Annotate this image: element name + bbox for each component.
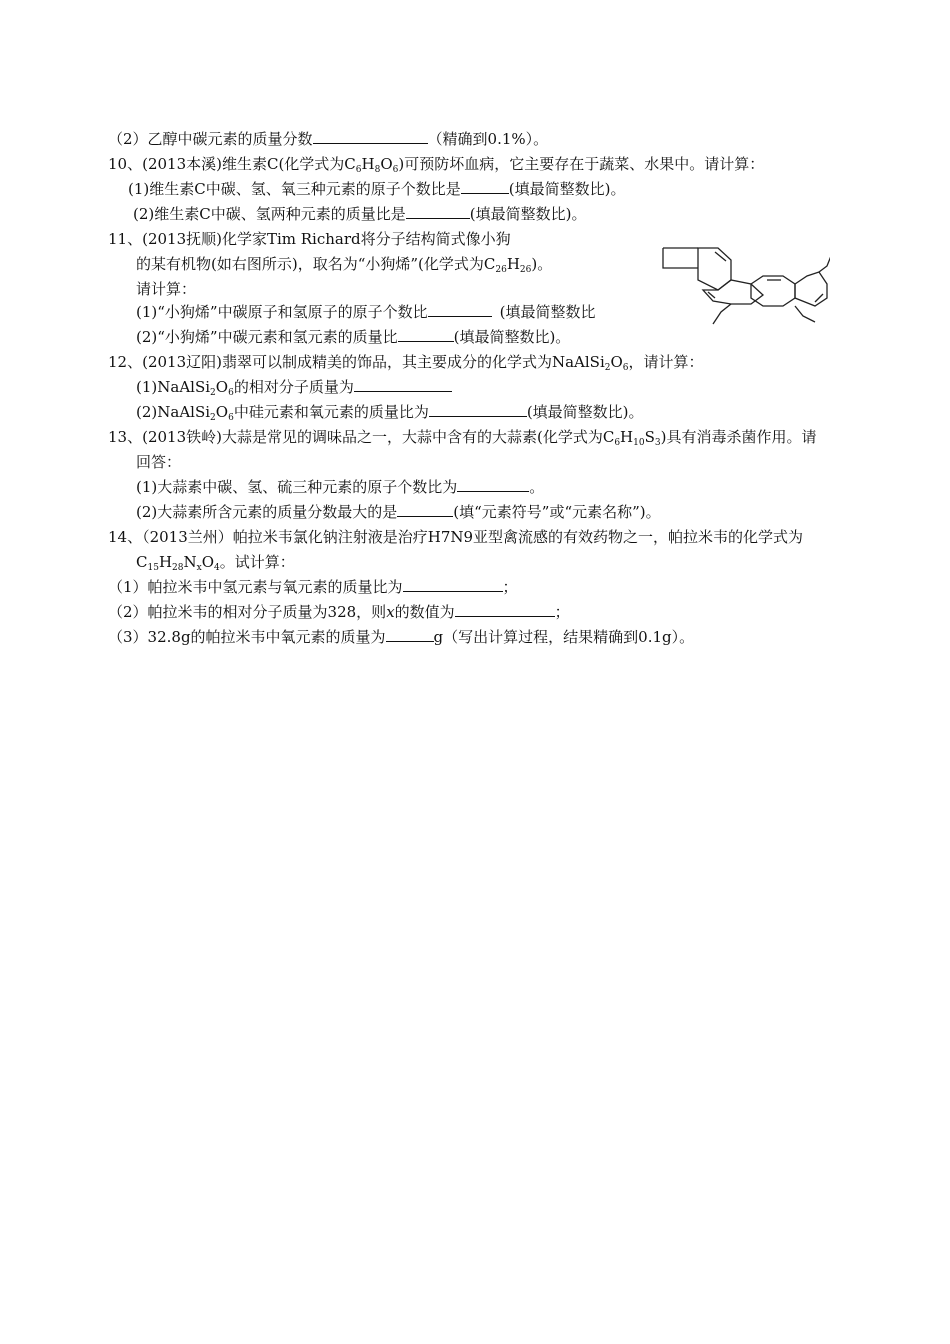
q13-stem-line2: 回答： bbox=[136, 453, 182, 471]
q13-part1: (1)大蒜素中碳、氢、硫三种元素的原子个数比为 。 bbox=[136, 478, 545, 496]
benzene-ring-right bbox=[795, 272, 827, 306]
q11-part1: (1)“小狗烯”中碳原子和氢原子的原子个数比 (填最简整数比 bbox=[136, 303, 596, 321]
q13-stem: 13、(2013铁岭)大蒜是常见的调味品之一，大蒜中含有的大蒜素(化学式为$C_6H_{10}S_3$)具有消毒杀菌作用。请 bbox=[108, 428, 817, 448]
q14-part3: （3）32.8g的帕拉米韦中氧元素的质量为 g（写出计算过程，结果精确到0.1g）。 bbox=[108, 628, 695, 646]
ethyl-group-top-right bbox=[819, 256, 830, 272]
answer-blank[interactable] bbox=[455, 602, 555, 617]
q13-part2: (2)大蒜素所含元素的质量分数最大的是 (填“元素符号”或“元素名称”)。 bbox=[136, 503, 661, 521]
q10-stem: 10、(2013本溪)维生素C(化学式为$C_6H_8O_6$)可预防坏血病，它主要存在于蔬菜、水果中。请计算： bbox=[108, 155, 765, 175]
q10-part1: (1)维生素C中碳、氢、氧三种元素的原子个数比是 (填最简整数比)。 bbox=[128, 180, 626, 198]
cyclobutene-ring bbox=[663, 248, 698, 268]
answer-blank[interactable] bbox=[429, 402, 527, 417]
answer-blank[interactable] bbox=[313, 129, 428, 144]
q11-prompt: 请计算： bbox=[136, 280, 197, 298]
q14-stem-line2: $C_{15}H_{28}N_xO_4$。试计算： bbox=[136, 553, 295, 573]
q11-stem: 11、(2013抚顺)化学家Tim Richard将分子结构简式像小狗 bbox=[108, 230, 511, 248]
answer-blank[interactable] bbox=[403, 577, 503, 592]
answer-blank[interactable] bbox=[354, 377, 452, 392]
answer-blank[interactable] bbox=[386, 627, 434, 642]
q14-part1: （1）帕拉米韦中氢元素与氧元素的质量比为 ； bbox=[108, 578, 518, 596]
molecule-structure-diagram bbox=[655, 228, 830, 333]
answer-blank[interactable] bbox=[457, 477, 529, 492]
q11-part2: (2)“小狗烯”中碳元素和氢元素的质量比 (填最简整数比)。 bbox=[136, 328, 571, 346]
q14-stem: 14、（2013兰州）帕拉米韦氯化钠注射液是治疗H7N9亚型禽流感的有效药物之一，帕拉米韦的化学式为 bbox=[108, 528, 804, 546]
answer-blank[interactable] bbox=[461, 179, 509, 194]
q11-stem-line2: 的某有机物(如右图所示)，取名为“小狗烯”(化学式为$C_{26}H_{26}$)。 bbox=[136, 255, 553, 275]
q14-part2: （2）帕拉米韦的相对分子质量为328，则x的数值为 ； bbox=[108, 603, 570, 621]
answer-blank[interactable] bbox=[406, 204, 470, 219]
answer-blank[interactable] bbox=[428, 302, 492, 317]
q9-part2: （2）乙醇中碳元素的质量分数 （精确到0.1%）。 bbox=[108, 130, 549, 148]
q12-part1: $(1)NaAlSi_2O_6$的相对分子质量为 bbox=[136, 377, 452, 397]
ethyl-group-bottom-right bbox=[795, 306, 815, 322]
q10-part2: (2)维生素C中碳、氢两种元素的质量比是 (填最简整数比)。 bbox=[133, 205, 587, 223]
answer-blank[interactable] bbox=[398, 327, 454, 342]
ethyl-group-bottom-left bbox=[713, 304, 731, 324]
answer-blank[interactable] bbox=[397, 502, 453, 517]
q12-part2: $(2)NaAlSi_2O_6$中硅元素和氧元素的质量比为 (填最简整数比)。 bbox=[136, 403, 644, 423]
q12-stem: 12、(2013辽阳)翡翠可以制成精美的饰品，其主要成分的化学式为$NaAlSi_2O_6$，请计算： bbox=[108, 353, 704, 373]
